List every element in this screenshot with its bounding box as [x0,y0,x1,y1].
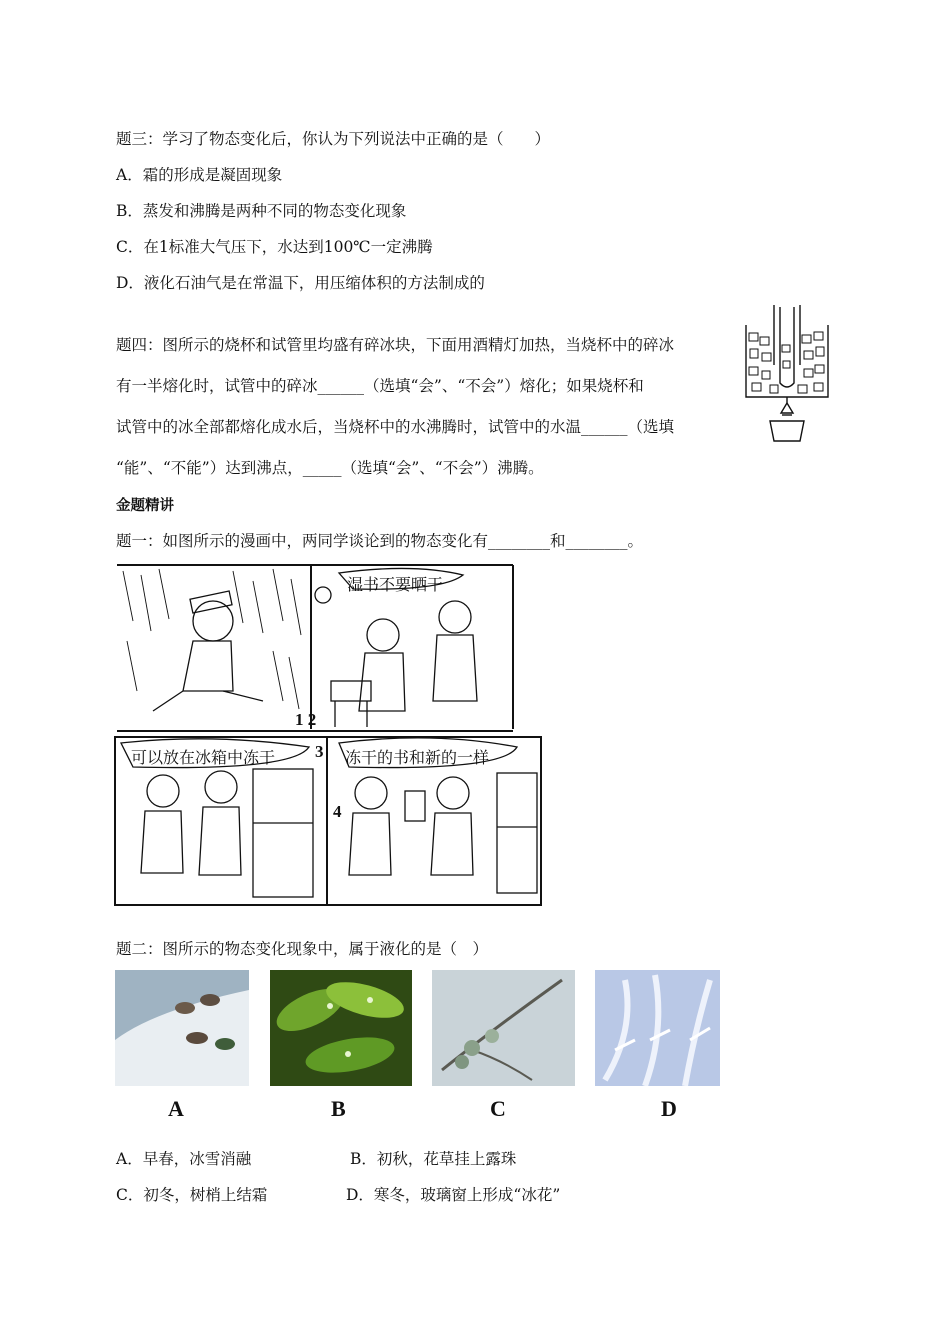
q3-option-c: C．在1标准大气压下，水达到100℃一定沸腾 [116,238,433,256]
comic-number-4: 4 [333,802,342,821]
t2-option-c: C．初冬，树梢上结霜 [116,1186,268,1204]
q4-line-3: 试管中的冰全部都熔化成水后，当烧杯中的水沸腾时，试管中的水温______（选填 [116,418,675,436]
t2-stem: 题二：图所示的物态变化现象中，属于液化的是（ ） [116,940,489,958]
photo-label-c: C [490,1096,506,1121]
t1-stem: 题一：如图所示的漫画中，两同学谈论到的物态变化有________和________。 [116,532,644,550]
photo-a-ducks-on-ice [115,970,249,1086]
photo-label-d: D [661,1096,677,1121]
t2-option-d: D．寒冬，玻璃窗上形成“冰花” [346,1186,561,1204]
q3-option-d: D．液化石油气是在常温下，用压缩体积的方法制成的 [116,274,485,292]
q4-line-4: “能”、“不能”）达到沸点，_____（选填“会”、“不会”）沸腾。 [116,459,544,477]
comic-speech-panel-3: 可以放在冰箱中冻干 [131,748,276,767]
comic-speech-panel-2: 湿书不要晒干 [347,575,444,594]
photo-label-b: B [331,1096,346,1121]
t2-option-a: A．早春，冰雪消融 [116,1150,252,1168]
photo-c-frost-on-branches [432,970,575,1086]
q3-stem: 题三：学习了物态变化后，你认为下列说法中正确的是（ ） [116,130,551,148]
photo-d-ice-flowers-on-window [595,970,720,1086]
beaker-test-tube-figure [740,305,836,450]
q3-option-b: B．蒸发和沸腾是两种不同的物态变化现象 [116,202,407,220]
q4-line-1: 题四：图所示的烧杯和试管里均盛有碎冰块，下面用酒精灯加热，当烧杯中的碎冰 [116,336,675,354]
comic-speech-panel-4: 冻干的书和新的一样 [345,748,490,767]
q3-option-a: A．霜的形成是凝固现象 [116,166,283,184]
t2-option-b: B．初秋，花草挂上露珠 [350,1150,517,1168]
q4-line-2: 有一半熔化时，试管中的碎冰______（选填“会”、“不会”）熔化；如果烧杯和 [116,377,644,395]
section-title: 金题精讲 [116,498,174,514]
photo-b-dewdrops-on-leaves [270,970,412,1086]
comic-number-3: 3 [315,742,324,761]
comic-strip [113,561,543,908]
photo-label-a: A [168,1096,184,1121]
comic-number-1-2: 1 2 [295,710,317,729]
